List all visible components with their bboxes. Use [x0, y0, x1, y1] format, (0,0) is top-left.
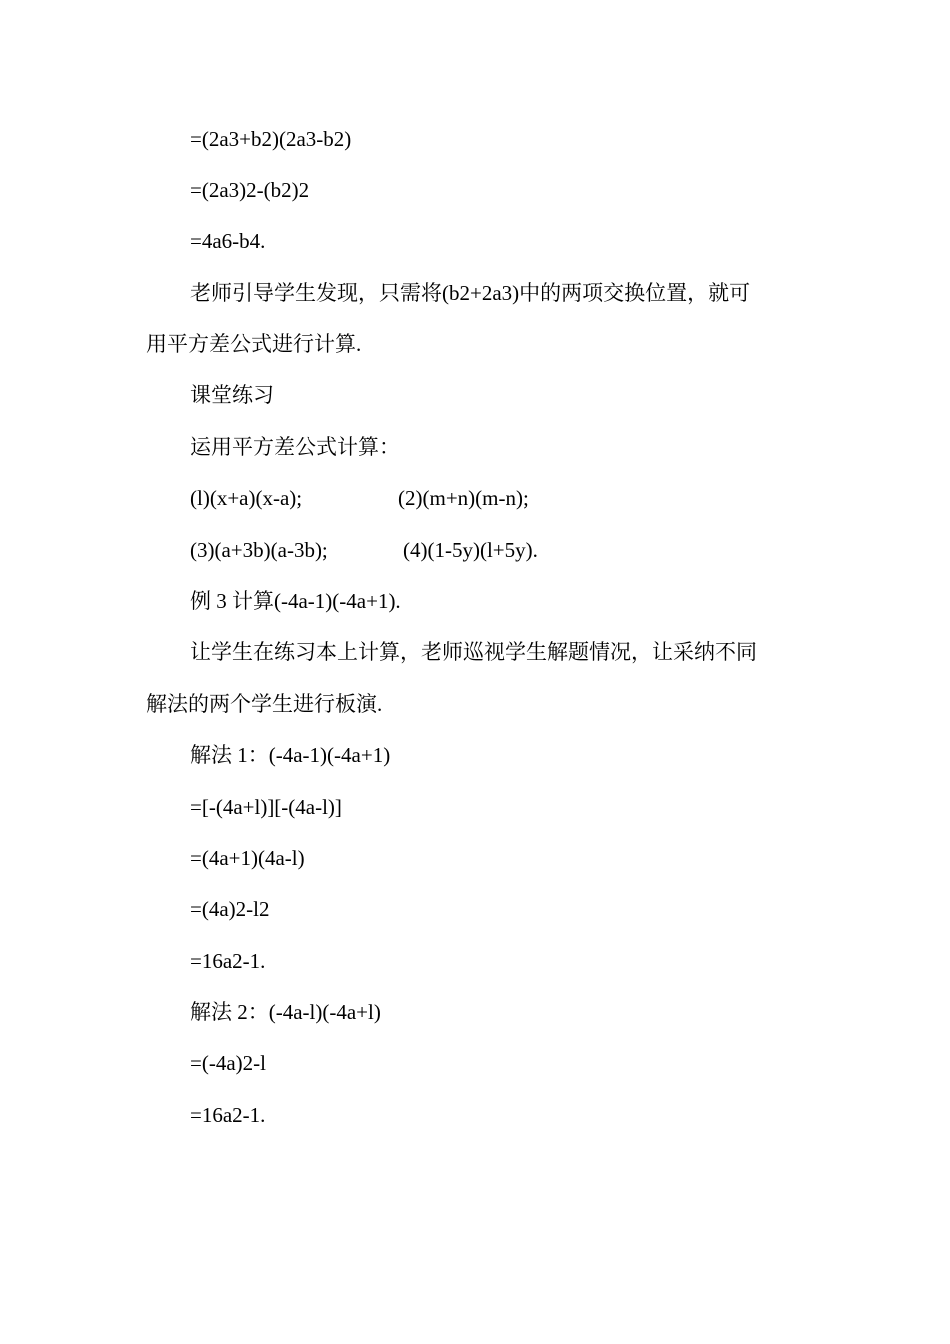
text-line: =(2a3)2-(b2)2: [190, 178, 310, 202]
text-line: 例 3 计算(-4a-1)(-4a+1).: [190, 589, 401, 613]
text-line: 运用平方差公式计算：: [190, 435, 400, 459]
text-line: 解法 1：(-4a-1)(-4a+1): [190, 743, 391, 767]
text-line: 解法 2：(-4a-l)(-4a+l): [190, 1000, 381, 1024]
text-line: =(4a+1)(4a-l): [190, 846, 305, 870]
text-line: 解法的两个学生进行板演.: [146, 692, 383, 716]
text-line: =(2a3+b2)(2a3-b2): [190, 127, 352, 151]
text-line: =16a2-1.: [190, 949, 266, 973]
text-line: =16a2-1.: [190, 1103, 266, 1127]
text-line: 让学生在练习本上计算，老师巡视学生解题情况，让采纳不同: [190, 640, 757, 664]
exercise-item: (3)(a+3b)(a-3b);: [190, 538, 328, 562]
text-line: 用平方差公式进行计算.: [146, 332, 362, 356]
text-line: =[-(4a+l)][-(4a-l)]: [190, 795, 342, 819]
exercise-item: (l)(x+a)(x-a);: [190, 486, 303, 510]
section-heading: 课堂练习: [190, 383, 274, 407]
text-line: =4a6-b4.: [190, 229, 266, 253]
text-line: =(-4a)2-l: [190, 1051, 266, 1075]
text-line: 老师引导学生发现，只需将(b2+2a3)中的两项交换位置，就可: [190, 281, 751, 305]
exercise-item: (4)(1-5y)(l+5y).: [403, 538, 538, 562]
text-line: =(4a)2-l2: [190, 897, 270, 921]
exercise-item: (2)(m+n)(m-n);: [398, 486, 529, 510]
